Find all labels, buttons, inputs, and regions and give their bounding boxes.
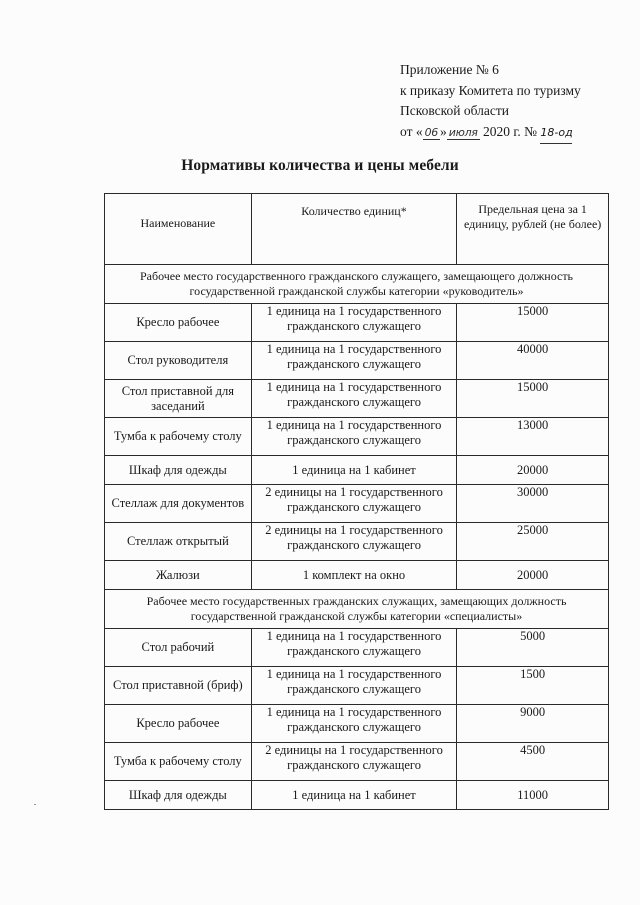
appendix-header — [400, 60, 630, 144]
item-quantity-cell: 2 единицы на 1 государственного гражданского служащего — [251, 743, 457, 781]
item-quantity-cell: 1 единица на 1 государственного гражданского служащего — [251, 418, 457, 456]
table-row — [105, 418, 609, 456]
item-name-cell: Шкаф для одежды — [105, 456, 252, 485]
table-row — [105, 523, 609, 561]
table-body — [105, 265, 609, 810]
item-price-cell: 1500 — [457, 667, 609, 705]
item-price-cell: 15000 — [457, 304, 609, 342]
table-row — [105, 629, 609, 667]
item-name-cell: Стол приставной (бриф) — [105, 667, 252, 705]
item-quantity-cell: 1 единица на 1 кабинет — [251, 781, 457, 810]
item-quantity-cell: 2 единицы на 1 государственного гражданского служащего — [251, 523, 457, 561]
column-header-price: Предельная цена за 1 единицу, рублей (не более) — [457, 194, 609, 265]
region-name: Псковской области — [400, 103, 510, 118]
section-heading: Рабочее место государственных гражданских служащих, замещающих должность государственной гражданской службы категории «специалисты» — [105, 590, 609, 629]
item-price-cell: 11000 — [457, 781, 609, 810]
item-name-cell: Стеллаж для документов — [105, 485, 252, 523]
column-header-name: Наименование — [105, 194, 252, 265]
scan-speck — [34, 804, 36, 805]
item-price-cell: 15000 — [457, 380, 609, 418]
item-price-cell: 13000 — [457, 418, 609, 456]
document-title: Нормативы количества и цены мебели — [181, 157, 459, 174]
table-row — [105, 561, 609, 590]
furniture-norms-table — [104, 193, 609, 810]
item-price-cell: 25000 — [457, 523, 609, 561]
table-row — [105, 342, 609, 380]
item-price-cell: 9000 — [457, 705, 609, 743]
section-header-row — [105, 265, 609, 304]
table-row — [105, 456, 609, 485]
item-price-cell: 40000 — [457, 342, 609, 380]
date-separator: » — [440, 123, 447, 139]
date-prefix: от « — [400, 123, 423, 139]
item-name-cell: Стеллаж открытый — [105, 523, 252, 561]
table-row — [105, 781, 609, 810]
item-name-cell: Кресло рабочее — [105, 304, 252, 342]
date-year: 2020 г. № — [479, 123, 541, 139]
item-name-cell: Стол рабочий — [105, 629, 252, 667]
doc-number: 18-од — [540, 123, 572, 145]
table-row — [105, 705, 609, 743]
item-price-cell: 20000 — [457, 456, 609, 485]
order-reference: к приказу Комитета по туризму — [400, 82, 581, 98]
table-row — [105, 380, 609, 418]
item-quantity-cell: 1 единица на 1 государственного гражданского служащего — [251, 304, 457, 342]
item-quantity-cell: 1 единица на 1 кабинет — [251, 456, 457, 485]
item-name-cell: Тумба к рабочему столу — [105, 418, 252, 456]
item-quantity-cell: 2 единицы на 1 государственного гражданского служащего — [251, 485, 457, 523]
item-quantity-cell: 1 единица на 1 государственного гражданского служащего — [251, 629, 457, 667]
item-name-cell: Кресло рабочее — [105, 705, 252, 743]
section-header-row — [105, 590, 609, 629]
item-name-cell: Стол приставной для заседаний — [105, 380, 252, 418]
order-date-line — [400, 122, 630, 145]
table-header-row — [105, 194, 609, 265]
item-price-cell: 20000 — [457, 561, 609, 590]
item-quantity-cell: 1 единица на 1 государственного гражданского служащего — [251, 667, 457, 705]
table-row — [105, 485, 609, 523]
item-name-cell: Жалюзи — [105, 561, 252, 590]
item-quantity-cell: 1 единица на 1 государственного гражданского служащего — [251, 705, 457, 743]
appendix-number: Приложение № 6 — [400, 62, 499, 77]
table-row — [105, 304, 609, 342]
date-day: 06 — [424, 125, 439, 139]
item-name-cell: Стол руководителя — [105, 342, 252, 380]
item-price-cell: 30000 — [457, 485, 609, 523]
column-header-qty: Количество единиц* — [251, 194, 457, 265]
item-name-cell: Тумба к рабочему столу — [105, 743, 252, 781]
section-heading: Рабочее место государственного гражданского служащего, замещающего должность государственной гражданской службы категории «руководитель» — [105, 265, 609, 304]
item-price-cell: 5000 — [457, 629, 609, 667]
item-quantity-cell: 1 единица на 1 государственного гражданского служащего — [251, 380, 457, 418]
table-row — [105, 743, 609, 781]
item-quantity-cell: 1 комплект на окно — [251, 561, 457, 590]
date-month: июля — [448, 125, 478, 139]
table-row — [105, 667, 609, 705]
item-price-cell: 4500 — [457, 743, 609, 781]
item-quantity-cell: 1 единица на 1 государственного гражданского служащего — [251, 342, 457, 380]
item-name-cell: Шкаф для одежды — [105, 781, 252, 810]
